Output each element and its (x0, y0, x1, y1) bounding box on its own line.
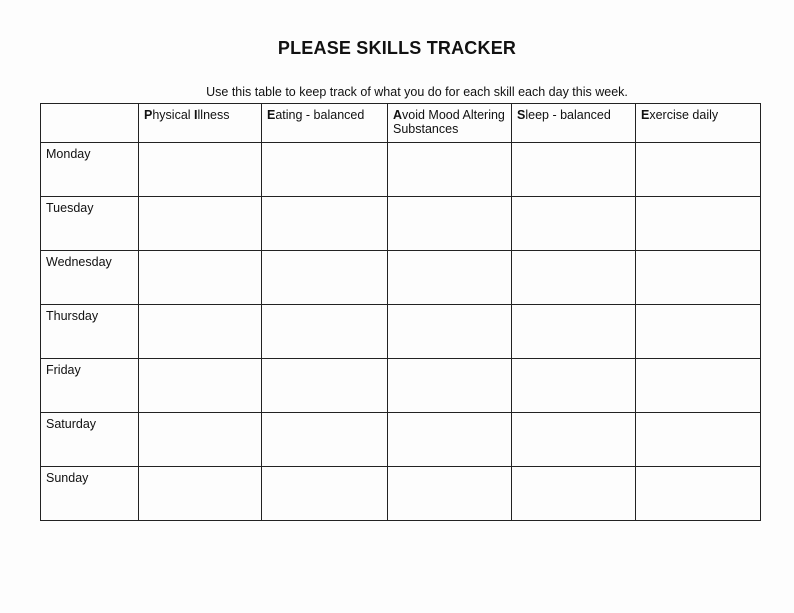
day-label: Tuesday (41, 197, 139, 251)
tracker-cell[interactable] (262, 197, 388, 251)
table-row (41, 467, 761, 521)
tracker-cell[interactable] (636, 251, 761, 305)
tracker-cell[interactable] (139, 413, 262, 467)
tracker-cell[interactable] (262, 143, 388, 197)
column-header-eating (262, 104, 388, 143)
column-label: xercise daily (649, 108, 719, 122)
tracker-cell[interactable] (139, 143, 262, 197)
table-row (41, 143, 761, 197)
tracker-cell[interactable] (388, 413, 512, 467)
tracker-cell[interactable] (388, 251, 512, 305)
column-initial: E (267, 108, 276, 122)
table-row (41, 359, 761, 413)
table-row (41, 413, 761, 467)
tracker-cell[interactable] (262, 413, 388, 467)
table-row (41, 251, 761, 305)
tracker-cell[interactable] (512, 413, 636, 467)
tracker-cell[interactable] (512, 359, 636, 413)
tracker-cell[interactable] (636, 305, 761, 359)
tracker-cell[interactable] (262, 305, 388, 359)
day-label: Wednesday (41, 251, 139, 305)
column-initial: P (144, 108, 153, 122)
table-row (41, 197, 761, 251)
column-initial: I (194, 108, 198, 122)
tracker-cell[interactable] (388, 359, 512, 413)
tracker-cell[interactable] (262, 251, 388, 305)
tracker-cell[interactable] (388, 197, 512, 251)
column-initial: E (641, 108, 650, 122)
day-label: Thursday (41, 305, 139, 359)
tracker-cell[interactable] (512, 305, 636, 359)
tracker-cell[interactable] (388, 467, 512, 521)
tracker-cell[interactable] (139, 305, 262, 359)
tracker-cell[interactable] (262, 467, 388, 521)
day-label: Friday (41, 359, 139, 413)
column-header-sleep (512, 104, 636, 143)
column-header-physical-illness (139, 104, 262, 143)
tracker-cell[interactable] (388, 143, 512, 197)
tracker-cell[interactable] (636, 413, 761, 467)
tracker-cell[interactable] (139, 467, 262, 521)
header-row (41, 104, 761, 143)
column-label: ating - balanced (275, 108, 365, 122)
column-header-avoid-mood-altering (388, 104, 512, 143)
column-label: llness (197, 108, 230, 122)
tracker-cell[interactable] (636, 359, 761, 413)
tracker-cell[interactable] (512, 197, 636, 251)
tracker-cell[interactable] (636, 197, 761, 251)
header-corner-cell (41, 104, 139, 143)
tracker-cell[interactable] (139, 359, 262, 413)
day-label: Saturday (41, 413, 139, 467)
table-row (41, 305, 761, 359)
column-label: void Mood Altering Substances (393, 108, 505, 136)
column-label: leep - balanced (525, 108, 611, 122)
instructions-text: Use this table to keep track of what you do for each skill each day this week. (206, 85, 628, 99)
day-label: Monday (41, 143, 139, 197)
tracker-cell[interactable] (636, 143, 761, 197)
column-initial: A (393, 108, 403, 122)
tracker-cell[interactable] (262, 359, 388, 413)
tracker-cell[interactable] (636, 467, 761, 521)
column-label: hysical (152, 108, 195, 122)
tracker-cell[interactable] (139, 251, 262, 305)
tracker-cell[interactable] (512, 143, 636, 197)
tracker-cell[interactable] (388, 305, 512, 359)
tracker-cell[interactable] (139, 197, 262, 251)
column-header-exercise (636, 104, 761, 143)
column-initial: S (517, 108, 526, 122)
page-title: PLEASE SKILLS TRACKER (277, 38, 517, 58)
tracker-cell[interactable] (512, 251, 636, 305)
tracker-cell[interactable] (512, 467, 636, 521)
skills-tracker-table (40, 103, 761, 521)
day-label: Sunday (41, 467, 139, 521)
